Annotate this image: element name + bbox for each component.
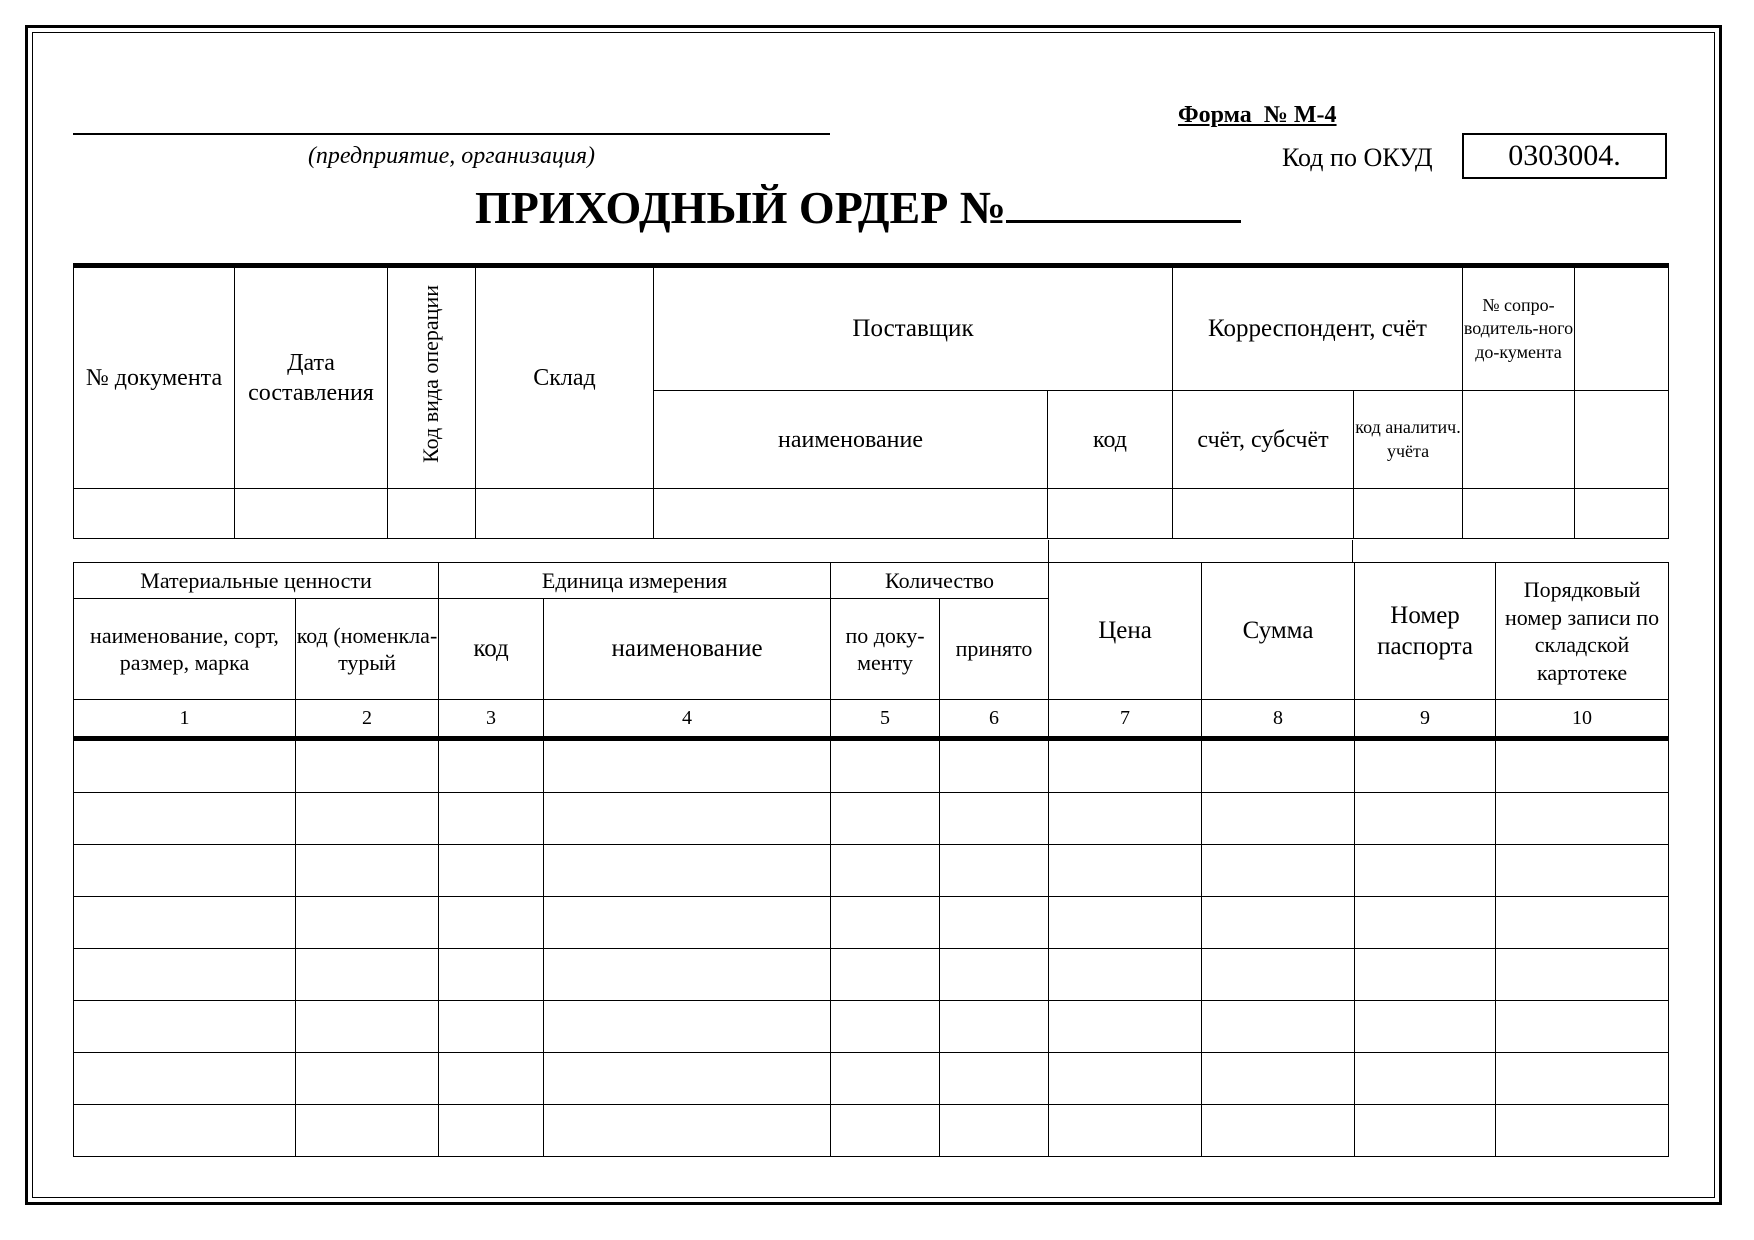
entry-cell[interactable] <box>1355 739 1496 793</box>
column-number: 4 <box>544 700 831 739</box>
entry-cell[interactable] <box>1355 897 1496 949</box>
fill-cell[interactable] <box>1354 489 1463 539</box>
entry-cell[interactable] <box>1049 949 1202 1001</box>
table-row <box>74 845 1669 897</box>
entry-cell[interactable] <box>940 897 1049 949</box>
fill-cell[interactable] <box>388 489 476 539</box>
header-empty-cell <box>1463 391 1575 489</box>
entry-cell[interactable] <box>831 739 940 793</box>
header-empty-cell <box>1575 391 1669 489</box>
entry-cell[interactable] <box>831 1105 940 1157</box>
entry-cell[interactable] <box>296 845 439 897</box>
entry-cell[interactable] <box>1202 1105 1355 1157</box>
spacer-segment <box>1048 540 1353 562</box>
fill-cell[interactable] <box>1173 489 1354 539</box>
entry-cell[interactable] <box>831 897 940 949</box>
col-accompanying-doc: № сопро-водитель-ного до-кумента <box>1463 266 1575 391</box>
column-number: 9 <box>1355 700 1496 739</box>
table-row <box>74 739 1669 793</box>
entry-cell[interactable] <box>940 1001 1049 1053</box>
fill-cell[interactable] <box>654 489 1048 539</box>
entry-cell[interactable] <box>940 1053 1049 1105</box>
col-quantity: Количество <box>831 563 1049 599</box>
entry-cell[interactable] <box>544 1001 831 1053</box>
entry-cell[interactable] <box>1496 1001 1669 1053</box>
entry-cell[interactable] <box>544 897 831 949</box>
form-number: Форма № М-4 <box>1178 102 1337 128</box>
entry-cell[interactable] <box>544 1105 831 1157</box>
col-correspondent: Корреспондент, счёт <box>1173 266 1463 391</box>
order-number-blank[interactable] <box>1006 180 1241 223</box>
entry-cell[interactable] <box>831 1001 940 1053</box>
fill-cell[interactable] <box>1463 489 1575 539</box>
entry-cell[interactable] <box>1049 1105 1202 1157</box>
table1-header-row-1 <box>74 266 1669 391</box>
entry-cell[interactable] <box>1355 1105 1496 1157</box>
entry-cell[interactable] <box>74 949 296 1001</box>
entry-cell[interactable] <box>1049 793 1202 845</box>
entry-cell[interactable] <box>1202 739 1355 793</box>
entry-cell[interactable] <box>1496 1053 1669 1105</box>
column-numbers-row <box>74 700 1669 739</box>
entry-cell[interactable] <box>544 793 831 845</box>
entry-cell[interactable] <box>439 1053 544 1105</box>
entry-cell[interactable] <box>296 897 439 949</box>
col-qty-doc: по доку-менту <box>831 599 940 700</box>
col-analytic-code: код аналитич. учёта <box>1354 391 1463 489</box>
order-header-table <box>73 263 1669 539</box>
table-row <box>74 1001 1669 1053</box>
entry-cell[interactable] <box>940 1105 1049 1157</box>
entry-cell[interactable] <box>296 793 439 845</box>
entry-cell[interactable] <box>439 1105 544 1157</box>
fill-cell[interactable] <box>476 489 654 539</box>
col-material: Материальные ценности <box>74 563 439 599</box>
table-row <box>74 897 1669 949</box>
entry-cell[interactable] <box>1496 1105 1669 1157</box>
entry-cell[interactable] <box>439 793 544 845</box>
column-number: 2 <box>296 700 439 739</box>
entry-cell[interactable] <box>1049 1001 1202 1053</box>
entry-cell[interactable] <box>1202 1001 1355 1053</box>
organization-caption: (предприятие, организация) <box>307 143 596 169</box>
entry-cell[interactable] <box>1355 949 1496 1001</box>
entry-cell[interactable] <box>1496 845 1669 897</box>
table-row <box>74 1105 1669 1157</box>
col-op-code <box>388 266 476 489</box>
okud-label: Код по ОКУД <box>1282 143 1433 172</box>
column-number: 8 <box>1202 700 1355 739</box>
organization-line[interactable] <box>73 133 830 135</box>
entry-cell[interactable] <box>439 949 544 1001</box>
column-number: 1 <box>74 700 296 739</box>
entry-cell[interactable] <box>1049 845 1202 897</box>
col-sum: Сумма <box>1202 563 1355 700</box>
materials-table <box>73 562 1669 1157</box>
entry-cell[interactable] <box>940 949 1049 1001</box>
entry-cell[interactable] <box>1049 897 1202 949</box>
entry-cell[interactable] <box>296 949 439 1001</box>
fill-cell[interactable] <box>1048 489 1173 539</box>
entry-cell[interactable] <box>439 897 544 949</box>
entry-cell[interactable] <box>940 739 1049 793</box>
table-row <box>74 1053 1669 1105</box>
entry-cell[interactable] <box>1049 1053 1202 1105</box>
entry-cell[interactable] <box>831 1053 940 1105</box>
table-row <box>74 949 1669 1001</box>
title-text: ПРИХОДНЫЙ ОРДЕР № <box>475 182 1007 233</box>
entry-cell[interactable] <box>1355 1053 1496 1105</box>
entry-cell[interactable] <box>1202 845 1355 897</box>
entry-cell[interactable] <box>1049 739 1202 793</box>
op-code-label: Код вида операции <box>418 285 444 463</box>
table2-header-row-1 <box>74 563 1669 599</box>
entry-cell[interactable] <box>1496 949 1669 1001</box>
table-row <box>74 793 1669 845</box>
entry-cell[interactable] <box>544 845 831 897</box>
col-account: счёт, субсчёт <box>1173 391 1354 489</box>
entry-cell[interactable] <box>74 1105 296 1157</box>
col-unit-name: наименование <box>544 599 831 700</box>
fill-cell[interactable] <box>235 489 388 539</box>
header-empty-cell <box>1575 266 1669 391</box>
col-warehouse: Склад <box>476 266 654 489</box>
entry-cell[interactable] <box>74 897 296 949</box>
column-number: 5 <box>831 700 940 739</box>
col-unit: Единица измерения <box>439 563 831 599</box>
column-number: 10 <box>1496 700 1669 739</box>
entry-cell[interactable] <box>1202 1053 1355 1105</box>
col-supplier-name: наименование <box>654 391 1048 489</box>
entry-cell[interactable] <box>296 1053 439 1105</box>
entry-cell[interactable] <box>544 1053 831 1105</box>
entry-cell[interactable] <box>439 739 544 793</box>
entry-cell[interactable] <box>74 1001 296 1053</box>
col-date: Дата составления <box>235 266 388 489</box>
entry-cell[interactable] <box>831 845 940 897</box>
okud-code: 0303004. <box>1462 133 1667 179</box>
entry-cell[interactable] <box>296 1105 439 1157</box>
entry-cell[interactable] <box>439 1001 544 1053</box>
col-qty-accepted: принято <box>940 599 1049 700</box>
entry-cell[interactable] <box>296 1001 439 1053</box>
entry-cell[interactable] <box>1202 793 1355 845</box>
entry-cell[interactable] <box>1496 739 1669 793</box>
entry-cell[interactable] <box>1202 897 1355 949</box>
col-doc-number: № документа <box>74 266 235 489</box>
entry-cell[interactable] <box>1355 1001 1496 1053</box>
col-supplier: Поставщик <box>654 266 1173 391</box>
entry-cell[interactable] <box>74 845 296 897</box>
entry-cell[interactable] <box>831 793 940 845</box>
entry-cell[interactable] <box>1496 897 1669 949</box>
col-material-code: код (номенкла-турый <box>296 599 439 700</box>
entry-cell[interactable] <box>74 739 296 793</box>
entry-cell[interactable] <box>439 845 544 897</box>
entry-cell[interactable] <box>1355 845 1496 897</box>
fill-cell[interactable] <box>1575 489 1669 539</box>
entry-cell[interactable] <box>1496 793 1669 845</box>
entry-cell[interactable] <box>831 949 940 1001</box>
column-number: 6 <box>940 700 1049 739</box>
entry-cell[interactable] <box>1202 949 1355 1001</box>
entry-cell[interactable] <box>296 739 439 793</box>
table1-fill-row <box>74 489 1669 539</box>
entry-cell[interactable] <box>940 793 1049 845</box>
col-unit-code: код <box>439 599 544 700</box>
col-supplier-code: код <box>1048 391 1173 489</box>
col-record-no: Порядковый номер записи по складской картотеке <box>1496 563 1669 700</box>
entry-cell[interactable] <box>74 1053 296 1105</box>
column-number: 7 <box>1049 700 1202 739</box>
column-number: 3 <box>439 700 544 739</box>
entry-cell[interactable] <box>544 949 831 1001</box>
col-material-name: наименование, сорт, размер, марка <box>74 599 296 700</box>
entry-cell[interactable] <box>544 739 831 793</box>
entry-cell[interactable] <box>940 845 1049 897</box>
document-title <box>475 180 1241 236</box>
col-price: Цена <box>1049 563 1202 700</box>
entry-cell[interactable] <box>1355 793 1496 845</box>
entry-cell[interactable] <box>74 793 296 845</box>
fill-cell[interactable] <box>74 489 235 539</box>
col-passport: Номер паспорта <box>1355 563 1496 700</box>
